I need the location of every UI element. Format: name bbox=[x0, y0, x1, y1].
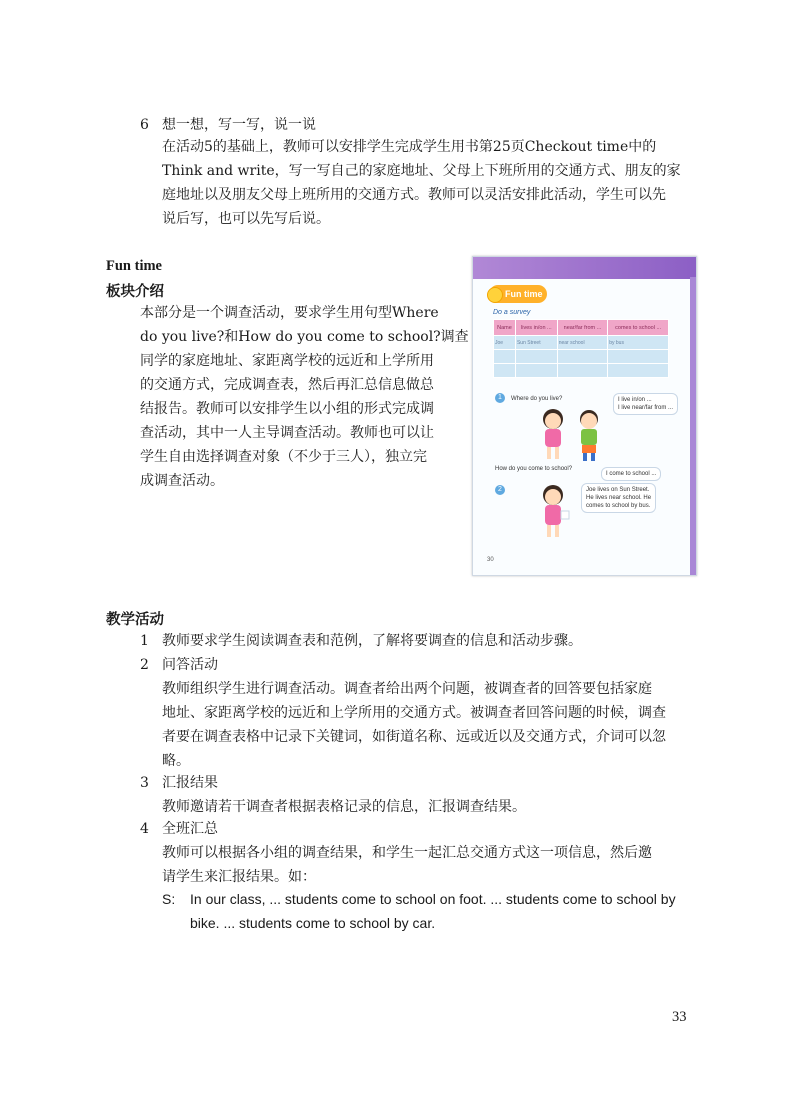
children-illustration bbox=[523, 405, 623, 465]
step-number-badge: 1 bbox=[495, 393, 505, 403]
example-line: bike. ... students come to school by car. bbox=[190, 915, 436, 931]
table-cell bbox=[608, 364, 669, 378]
paragraph-line: 同学的家庭地址、家距离学校的远近和上学所用 bbox=[140, 353, 434, 369]
table-cell bbox=[608, 350, 669, 364]
item-number: 4 bbox=[140, 821, 149, 837]
report-text: He lives near school. He bbox=[586, 495, 652, 501]
survey-subtitle: Do a survey bbox=[493, 309, 531, 316]
paragraph-line: 请学生来汇报结果。如： bbox=[162, 869, 316, 885]
paragraph-line: 地址、家距离学校的远近和上学所用的交通方式。被调查者回答问题的时候，调查 bbox=[162, 705, 666, 721]
section-heading: 教学活动 bbox=[106, 611, 164, 628]
item-number: 3 bbox=[140, 775, 149, 791]
fun-time-badge: Fun time bbox=[489, 285, 547, 303]
report-text: Joe lives on Sun Street. bbox=[586, 487, 650, 493]
paragraph-line: 说后写，也可以先写后说。 bbox=[162, 211, 330, 227]
speech-bubble-text: I come to school ... bbox=[601, 467, 661, 481]
paragraph-line: Think and write，写一写自己的家庭地址、父母上下班所用的交通方式、朋友的家 bbox=[162, 163, 681, 179]
paragraph-line: 庭地址以及朋友父母上班所用的交通方式。教师可以灵活安排此活动，学生可以先 bbox=[162, 187, 666, 203]
girl-illustration bbox=[533, 483, 573, 543]
paragraph-line: 学生自由选择调查对象（不少于三人），独立完 bbox=[140, 449, 427, 465]
answer-text: I live near/far from ... bbox=[618, 405, 674, 411]
table-cell bbox=[494, 364, 516, 378]
table-cell bbox=[515, 364, 557, 378]
paragraph-line: 略。 bbox=[162, 753, 190, 769]
table-header: near/far from ... bbox=[557, 320, 608, 336]
table-cell bbox=[557, 364, 608, 378]
table-cell bbox=[494, 350, 516, 364]
question-text: Where do you live? bbox=[511, 396, 563, 402]
paragraph-line: 本部分是一个调查活动，要求学生用句型Where bbox=[140, 305, 439, 321]
example-line: In our class, ... students come to school on foot. ... students come to school by bbox=[190, 891, 676, 907]
book-page-number: 30 bbox=[487, 557, 494, 563]
paragraph-line: do you live?和How do you come to school?调查 bbox=[140, 329, 469, 345]
paragraph-line: 在活动5的基础上，教师可以安排学生完成学生用书第25页Checkout time中的 bbox=[162, 139, 657, 155]
page-header-band bbox=[473, 257, 696, 279]
table-cell: Sun Street bbox=[515, 336, 557, 350]
page-side-band bbox=[690, 277, 696, 575]
table-header: comes to school ... bbox=[608, 320, 669, 336]
table-cell bbox=[557, 350, 608, 364]
item-number: 1 bbox=[140, 633, 149, 649]
paragraph-line: 成调查活动。 bbox=[140, 473, 224, 489]
paragraph-line: 查活动，其中一人主导调查活动。教师也可以让 bbox=[140, 425, 434, 441]
paragraph-line: 结报告。教师可以安排学生以小组的形式完成调 bbox=[140, 401, 434, 417]
question-text: How do you come to school? bbox=[495, 466, 573, 472]
item-number: 6 bbox=[140, 117, 149, 133]
section-heading-en: Fun time bbox=[106, 258, 162, 274]
textbook-page-image bbox=[472, 256, 697, 576]
section-heading-cn: 板块介绍 bbox=[106, 283, 164, 300]
paragraph-line: 的交通方式，完成调查表，然后再汇总信息做总 bbox=[140, 377, 434, 393]
page-number: 33 bbox=[672, 1009, 687, 1025]
item-number: 2 bbox=[140, 657, 149, 673]
table-cell: by bus bbox=[608, 336, 669, 350]
activity-item: 教师要求学生阅读调查表和范例，了解将要调查的信息和活动步骤。 bbox=[162, 633, 582, 649]
table-cell bbox=[515, 350, 557, 364]
sun-icon bbox=[487, 287, 503, 303]
table-cell: near school bbox=[557, 336, 608, 350]
paragraph-line: 教师可以根据各小组的调查结果，和学生一起汇总交通方式这一项信息，然后邀 bbox=[162, 845, 652, 861]
table-header: lives in/on ... bbox=[515, 320, 557, 336]
section-title: 想一想，写一写，说一说 bbox=[162, 117, 316, 133]
table-cell: Joe bbox=[494, 336, 516, 350]
activity-item: 问答活动 bbox=[162, 657, 218, 673]
example-speaker: S: bbox=[162, 891, 176, 907]
activity-item: 汇报结果 bbox=[162, 775, 218, 791]
survey-table bbox=[493, 319, 669, 378]
report-bubble bbox=[581, 483, 656, 513]
paragraph-line: 教师邀请若干调查者根据表格记录的信息，汇报调查结果。 bbox=[162, 799, 526, 815]
activity-item: 全班汇总 bbox=[162, 821, 218, 837]
table-header: Name bbox=[494, 320, 516, 336]
paragraph-line: 教师组织学生进行调查活动。调查者给出两个问题，被调查者的回答要包括家庭 bbox=[162, 681, 652, 697]
step-number-badge: 2 bbox=[495, 485, 505, 495]
paragraph-line: 者要在调查表格中记录下关键词，如街道名称、远或近以及交通方式，介词可以忽 bbox=[162, 729, 666, 745]
answer-text: I live in/on ... bbox=[618, 397, 652, 403]
report-text: comes to school by bus. bbox=[586, 503, 651, 509]
